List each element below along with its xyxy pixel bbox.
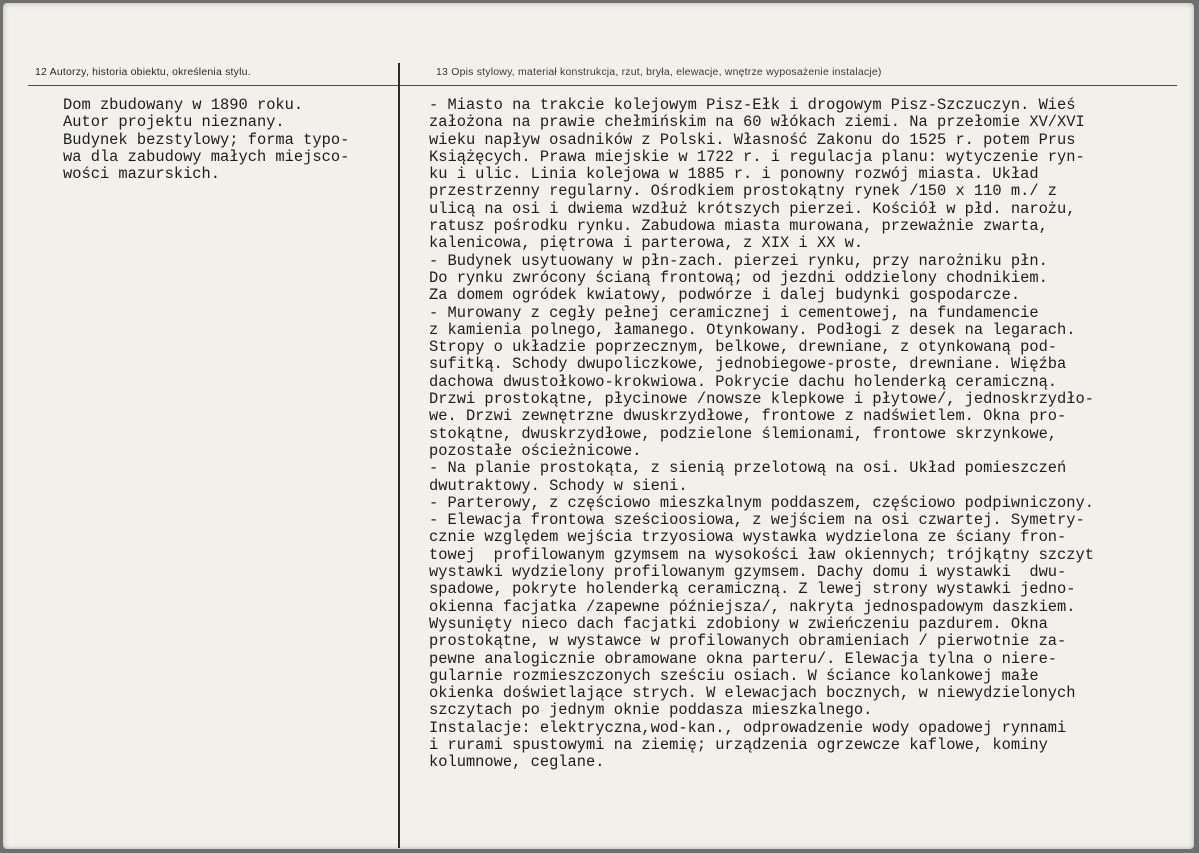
description-line: wystawki wydzielony profilowanym gzymsem. Dachy domu i wystawki dwu- (429, 563, 1067, 582)
description-line: Stropy o układzie poprzecznym, belkowe, drewniane, z otynkowaną pod- (429, 338, 1058, 357)
description-line: kolumnowe, ceglane. (429, 753, 605, 772)
description-line: wieku napływ osadników z Polski. Własność Zakonu do 1525 r. potem Prus (429, 130, 1076, 149)
authors-history-line: Dom zbudowany w 1890 roku. (63, 96, 304, 114)
description-line: z kamienia polnego, łamanego. Otynkowany. Podłogi z desek na legarach. (429, 320, 1076, 339)
description-line: i rurami spustowymi na ziemię; urządzenia ogrzewcze kaflowe, kominy (429, 735, 1048, 754)
description-line: - Na planie prostokąta, z sienią przelotową na osi. Układ pomieszczeń (429, 459, 1067, 478)
header-rule (28, 85, 1177, 86)
description-line: okienna facjatka /zapewne późniejsza/, nakryta jednospadowym daszkiem. (429, 597, 1076, 616)
section-13-heading: 13 Opis stylowy, materiał konstrukcja, rzut, bryła, elewacje, wnętrze wyposażenie instalacje) (436, 66, 882, 78)
description-line: - Miasto na trakcie kolejowym Pisz-Ełk i drogowym Pisz-Szczuczyn. Wieś (429, 96, 1076, 114)
description-line: ulicą na osi i dwiema wzdłuż krótszych pierzei. Kościół w płd. narożu, (429, 199, 1076, 218)
description-line: przestrzenny regularny. Ośrodkiem prostokątny rynek /150 x 110 m./ z (429, 182, 1058, 201)
description-line: towej profilowanym gzymsem na wysokości ław okiennych; trójkątny szczyt (429, 545, 1094, 564)
description-line: pozostałe ościeżnicowe. (429, 441, 642, 460)
description-line: we. Drzwi zewnętrzne dwuskrzydłowe, frontowe z nadświetlem. Okna pro- (429, 407, 1067, 426)
description-column (429, 97, 1189, 772)
description-line: sufitką. Schody dwupoliczkowe, jednobiegowe-proste, drewniane. Więźba (429, 355, 1067, 374)
description-line: prostokątne, w wystawce w profilowanych obramieniach / pierwotnie za- (429, 632, 1067, 651)
column-divider (398, 63, 400, 848)
authors-history-column (63, 97, 393, 183)
section-12-heading: 12 Autorzy, historia obiektu, określenia stylu. (35, 66, 251, 78)
authors-history-line: wości mazurskich. (63, 165, 221, 184)
description-line: Wysunięty nieco dach facjatki zdobiony w zwieńczeniu pazdurem. Okna (429, 614, 1048, 633)
description-line: - Elewacja frontowa sześcioosiowa, z wejściem na osi czwartej. Symetry- (429, 511, 1085, 530)
description-line: - Parterowy, z częściowo mieszkalnym poddaszem, częściowo podpiwniczony. (429, 493, 1094, 512)
description-line: kalenicowa, piętrowa i parterowa, z XIX i XX w. (429, 234, 864, 253)
description-line: Za domem ogródek kwiatowy, podwórze i dalej budynki gospodarcze. (429, 286, 1021, 305)
description-line: cznie względem wejścia trzyosiowa wystawka wydzielona ze ściany fron- (429, 528, 1067, 547)
description-line: Do rynku zwrócony ścianą frontową; od jezdni oddzielony chodnikiem. (429, 268, 1048, 287)
authors-history-line: wa dla zabudowy małych miejsco- (63, 147, 350, 166)
description-line: Drzwi prostokątne, płycinowe /nowsze klepkowe i płytowe/, jednoskrzydło- (429, 390, 1094, 409)
description-line: Książęcych. Prawa miejskie w 1722 r. i regulacja planu: wytyczenie ryn- (429, 147, 1085, 166)
description-line: ratusz pośrodku rynku. Zabudowa miasta murowana, przeważnie zwarta, (429, 217, 1048, 236)
description-line: spadowe, pokryte holenderką ceramiczną. Z lewej strony wystawki jedno- (429, 580, 1076, 599)
description-line: pewne analogicznie obramowane okna parteru/. Elewacja tylna o niere- (429, 649, 1058, 668)
description-line: - Murowany z cegły pełnej ceramicznej i cementowej, na fundamencie (429, 303, 1039, 322)
description-line: gularnie rozmieszczonych sześciu osiach. W ściance kolankowej małe (429, 666, 1039, 685)
description-line: szczytach po jednym oknie poddasza mieszkalnego. (429, 701, 873, 720)
description-line: dwutraktowy. Schody w sieni. (429, 476, 688, 495)
description-line: - Budynek usytuowany w płn-zach. pierzei rynku, przy narożniku płn. (429, 251, 1048, 270)
document-sheet (3, 3, 1194, 849)
description-line: założona na prawie chełmińskim na 60 włókach ziemi. Na przełomie XV/XVI (429, 113, 1085, 132)
authors-history-line: Autor projektu nieznany. (63, 113, 285, 132)
description-line: dachowa dwustołkowo-krokwiowa. Pokrycie dachu holenderką ceramiczną. (429, 372, 1058, 391)
authors-history-line: Budynek bezstylowy; forma typo- (63, 130, 350, 149)
description-line: stokątne, dwuskrzydłowe, podzielone ślemionami, frontowe skrzynkowe, (429, 424, 1058, 443)
description-line: okienka doświetlające strych. W elewacjach bocznych, w niewydzielonych (429, 684, 1076, 703)
description-line: ku i ulic. Linia kolejowa w 1885 r. i ponowny rozwój miasta. Układ (429, 165, 1039, 184)
description-line: Instalacje: elektryczna,wod-kan., odprowadzenie wody opadowej rynnami (429, 718, 1067, 737)
